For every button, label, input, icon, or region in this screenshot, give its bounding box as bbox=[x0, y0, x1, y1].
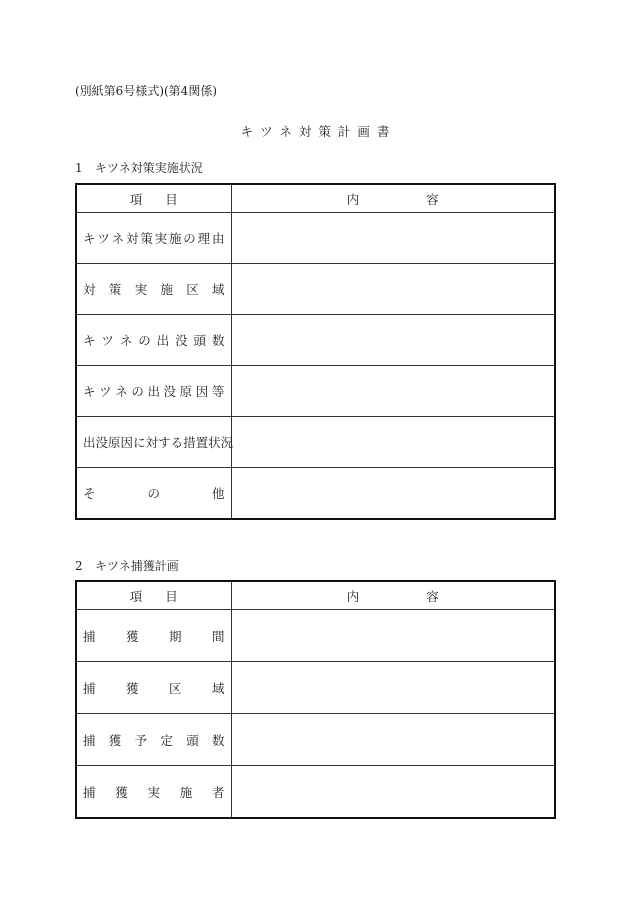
table-row bbox=[76, 714, 555, 766]
row-label-char: ツ bbox=[101, 333, 114, 348]
row-label-char: の bbox=[183, 231, 196, 246]
row-label-char: 況 bbox=[220, 435, 234, 450]
row-label-char: 施 bbox=[168, 231, 182, 246]
row-label bbox=[83, 627, 225, 645]
column-header-item-char: 項 bbox=[129, 191, 143, 207]
row-label bbox=[83, 433, 234, 451]
column-header-item-char: 目 bbox=[165, 191, 178, 207]
fox-capture-plan-table bbox=[75, 580, 556, 819]
row-label-char: 獲 bbox=[108, 732, 122, 748]
table-header-row bbox=[76, 184, 555, 213]
row-label-char: 措 bbox=[183, 435, 196, 450]
row-label-char: 由 bbox=[211, 231, 225, 246]
row-label-char: 対 bbox=[145, 435, 159, 450]
row-label-char: 域 bbox=[211, 282, 225, 297]
table-row bbox=[76, 468, 555, 520]
row-label-char: 没 bbox=[163, 384, 177, 399]
row-label-char: 捕 bbox=[83, 732, 96, 748]
table-row bbox=[76, 264, 555, 315]
row-label-char: 実 bbox=[154, 231, 168, 246]
row-label-char: 頭 bbox=[193, 333, 207, 348]
row-label-char: 予 bbox=[134, 732, 148, 748]
row-label-char: す bbox=[158, 435, 171, 450]
row-label-char: 獲 bbox=[125, 680, 139, 696]
row-label-char: の bbox=[131, 384, 144, 399]
row-label-char: 捕 bbox=[83, 628, 96, 644]
row-label-char: 者 bbox=[211, 784, 225, 800]
row-label bbox=[83, 229, 225, 247]
section1-heading bbox=[75, 159, 203, 176]
row-label-char: 没 bbox=[95, 435, 109, 450]
row-label-char: 捕 bbox=[83, 784, 96, 800]
row-label-char: 施 bbox=[160, 282, 173, 297]
row-label-char: ネ bbox=[119, 333, 133, 348]
row-label-cell bbox=[76, 610, 231, 662]
row-label-char: 原 bbox=[179, 384, 193, 399]
column-header-item-char: 目 bbox=[165, 588, 178, 604]
section2-number: 2 bbox=[75, 559, 83, 573]
column-header-content bbox=[231, 581, 555, 610]
content-input-cell[interactable] bbox=[231, 662, 555, 714]
column-header-item bbox=[76, 184, 231, 213]
document-title: キツネ対策計画書 bbox=[240, 124, 397, 139]
content-input-cell[interactable] bbox=[231, 610, 555, 662]
row-label-char: 対 bbox=[125, 231, 139, 246]
row-label-cell bbox=[76, 417, 234, 468]
row-label-cell bbox=[76, 315, 231, 366]
column-header-item-char: 項 bbox=[129, 588, 143, 604]
table-row bbox=[76, 417, 555, 468]
row-label-char: 実 bbox=[134, 282, 148, 297]
row-label-char: 頭 bbox=[186, 732, 199, 748]
row-label-char: 数 bbox=[211, 732, 225, 748]
row-label-char: 没 bbox=[175, 333, 188, 348]
column-header-item bbox=[76, 581, 231, 610]
form-number-label: (別紙第6号様式)(第4関係) bbox=[75, 84, 217, 98]
row-label-char: 捕 bbox=[83, 680, 96, 696]
content-input-cell[interactable] bbox=[231, 213, 555, 264]
content-input-cell[interactable] bbox=[231, 315, 555, 366]
row-label-char: 出 bbox=[147, 384, 160, 399]
row-label-char: 置 bbox=[195, 435, 209, 450]
row-label bbox=[83, 484, 225, 502]
content-input-cell[interactable] bbox=[231, 366, 555, 417]
row-label-char: キ bbox=[83, 231, 96, 246]
table-row bbox=[76, 662, 555, 714]
table-row bbox=[76, 315, 555, 366]
row-label-cell bbox=[76, 714, 231, 766]
row-label bbox=[83, 280, 225, 298]
content-input-cell[interactable] bbox=[231, 766, 555, 819]
column-header-content-char: 内 bbox=[346, 588, 360, 604]
section2-heading-text: キツネ捕獲計画 bbox=[95, 559, 179, 573]
row-label-char: ツ bbox=[99, 384, 112, 399]
table-header-row bbox=[76, 581, 555, 610]
content-input-cell[interactable] bbox=[231, 264, 555, 315]
row-label-char: 定 bbox=[160, 732, 173, 748]
row-label-cell bbox=[76, 662, 231, 714]
row-label-char: の bbox=[147, 486, 160, 501]
column-header-content-char: 容 bbox=[426, 191, 439, 207]
row-label-char: ネ bbox=[111, 231, 125, 246]
row-label bbox=[83, 331, 225, 349]
row-label bbox=[83, 783, 225, 801]
row-label-char: 理 bbox=[197, 231, 211, 246]
row-label-cell bbox=[76, 766, 231, 819]
content-input-cell[interactable] bbox=[231, 468, 555, 520]
row-label-char: 出 bbox=[83, 435, 96, 450]
row-label-char: 策 bbox=[108, 282, 122, 297]
row-label-char: 策 bbox=[140, 231, 153, 246]
row-label-char: そ bbox=[83, 486, 96, 501]
row-label-char: 等 bbox=[211, 384, 225, 399]
row-label bbox=[83, 382, 225, 400]
row-label-char: 区 bbox=[168, 680, 182, 696]
row-label-char: の bbox=[138, 333, 151, 348]
content-input-cell[interactable] bbox=[231, 714, 555, 766]
row-label-char: 実 bbox=[147, 784, 160, 800]
column-header-content bbox=[231, 184, 555, 213]
section1-heading-text: キツネ対策実施状況 bbox=[95, 161, 203, 175]
row-label-char: に bbox=[133, 435, 146, 450]
row-label-cell bbox=[76, 264, 231, 315]
row-label-char: 域 bbox=[211, 680, 225, 696]
row-label-char: る bbox=[170, 435, 184, 450]
column-header-content-char: 容 bbox=[426, 588, 439, 604]
row-label-cell bbox=[76, 366, 231, 417]
row-label-char: 原 bbox=[108, 435, 121, 450]
row-label-char: 出 bbox=[156, 333, 170, 348]
row-label bbox=[83, 731, 225, 749]
table-row bbox=[76, 366, 555, 417]
row-label-char: 因 bbox=[120, 435, 134, 450]
row-label-char: 状 bbox=[208, 435, 221, 450]
row-label-char: 獲 bbox=[115, 784, 128, 800]
section2-heading bbox=[75, 557, 179, 574]
content-input-cell[interactable] bbox=[231, 417, 555, 468]
table-row bbox=[76, 213, 555, 264]
row-label-char: キ bbox=[83, 384, 96, 399]
row-label-cell bbox=[76, 468, 231, 520]
row-label-char: 数 bbox=[211, 333, 225, 348]
table-row bbox=[76, 766, 555, 819]
row-label-char: 施 bbox=[179, 784, 193, 800]
section1-number: 1 bbox=[75, 161, 83, 175]
row-label-cell bbox=[76, 213, 231, 264]
row-label-char: 期 bbox=[168, 628, 182, 644]
fox-measures-status-table bbox=[75, 183, 556, 520]
column-header-content-char: 内 bbox=[346, 191, 360, 207]
row-label-char: 間 bbox=[211, 628, 225, 644]
row-label-char: 区 bbox=[186, 282, 199, 297]
row-label-char: 獲 bbox=[125, 628, 139, 644]
row-label bbox=[83, 679, 225, 697]
row-label-char: 対 bbox=[83, 282, 96, 297]
row-label-char: ツ bbox=[97, 231, 110, 246]
table-row bbox=[76, 610, 555, 662]
row-label-char: キ bbox=[83, 333, 96, 348]
row-label-char: 他 bbox=[211, 486, 225, 501]
row-label-char: ネ bbox=[115, 384, 128, 399]
row-label-char: 因 bbox=[195, 384, 209, 399]
